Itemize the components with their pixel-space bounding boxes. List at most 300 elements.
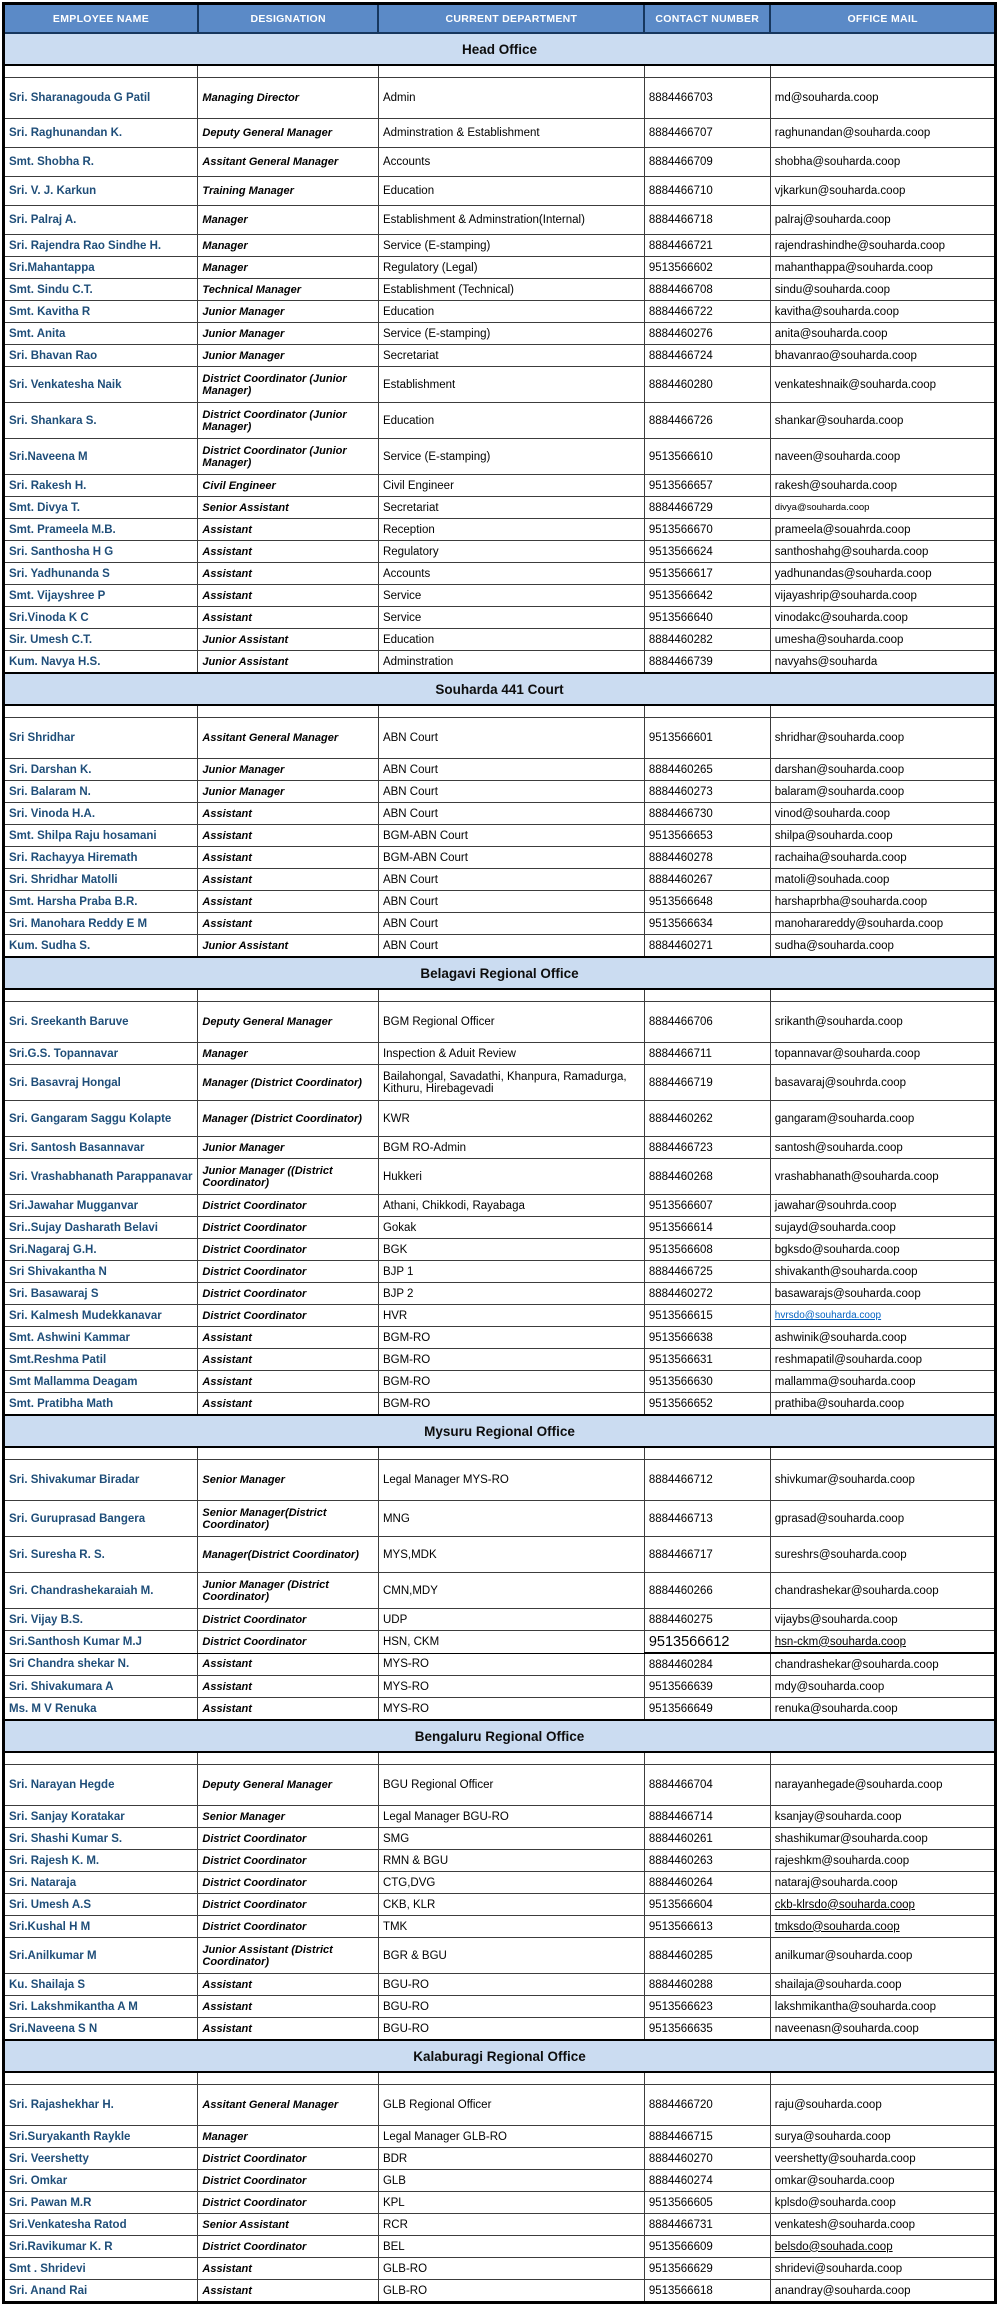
table-row (4, 913, 996, 935)
empty-cell (378, 989, 644, 1002)
department-cell: BGM-ABN Court (378, 847, 644, 869)
contact-number-cell: 8884460263 (644, 1850, 770, 1872)
designation-cell: District Coordinator (198, 2148, 379, 2170)
section-title: Kalaburagi Regional Office (4, 2040, 996, 2072)
empty-cell (4, 65, 198, 78)
employee-name-cell: Sri. Rajashekhar H. (4, 2085, 198, 2126)
contact-number-cell: 9513566614 (644, 1217, 770, 1239)
department-cell: ABN Court (378, 803, 644, 825)
department-cell: Regulatory (378, 541, 644, 563)
employee-name-cell: Sri. Santosh Basannavar (4, 1137, 198, 1159)
office-mail-cell: palraj@souharda.coop (770, 206, 995, 235)
office-mail-cell: umesha@souharda.coop (770, 629, 995, 651)
table-row (4, 367, 996, 403)
designation-cell: District Coordinator (198, 1894, 379, 1916)
contact-number-cell: 9513566638 (644, 1327, 770, 1349)
office-mail-cell: balaram@souharda.coop (770, 781, 995, 803)
employee-name-cell: Sri.Nagaraj G.H. (4, 1239, 198, 1261)
office-mail-cell: md@souharda.coop (770, 78, 995, 119)
empty-cell (644, 1752, 770, 1765)
department-cell: Adminstration (378, 651, 644, 674)
department-cell: BGU Regional Officer (378, 1765, 644, 1806)
employee-name-cell: Sri. Darshan K. (4, 759, 198, 781)
empty-cell (198, 1447, 379, 1460)
employee-name-cell: Ms. M V Renuka (4, 1698, 198, 1721)
table-row (4, 519, 996, 541)
department-cell: ABN Court (378, 759, 644, 781)
employee-name-cell: Sri.Mahantappa (4, 257, 198, 279)
office-mail-cell: harshaprbha@souharda.coop (770, 891, 995, 913)
department-cell: Education (378, 403, 644, 439)
section-title: Belagavi Regional Office (4, 957, 996, 989)
contact-number-cell: 9513566623 (644, 1996, 770, 2018)
employee-name-cell: Sri. Anand Rai (4, 2280, 198, 2303)
table-row (4, 1916, 996, 1938)
employee-name-cell: Sri. Yadhunanda S (4, 563, 198, 585)
contact-number-cell: 9513566670 (644, 519, 770, 541)
office-mail-cell: nataraj@souharda.coop (770, 1872, 995, 1894)
office-mail-cell: santosh@souharda.coop (770, 1137, 995, 1159)
table-row (4, 1002, 996, 1043)
contact-number-cell: 8884460270 (644, 2148, 770, 2170)
employee-name-cell: Sri. Rakesh H. (4, 475, 198, 497)
department-cell: Service (E-stamping) (378, 235, 644, 257)
employee-name-cell: Sri. Basavraj Hongal (4, 1065, 198, 1101)
table-row (4, 78, 996, 119)
table-row (4, 1349, 996, 1371)
spacer-row (4, 705, 996, 718)
contact-number-cell: 9513566635 (644, 2018, 770, 2041)
table-row (4, 2018, 996, 2041)
office-mail-cell: shivkumar@souharda.coop (770, 1460, 995, 1501)
designation-cell: Assistant (198, 913, 379, 935)
department-cell: Legal Manager GLB-RO (378, 2126, 644, 2148)
table-row (4, 206, 996, 235)
office-mail-cell: mahanthappa@souharda.coop (770, 257, 995, 279)
contact-number-cell: 9513566609 (644, 2236, 770, 2258)
employee-name-cell: Sri. V. J. Karkun (4, 177, 198, 206)
employee-table-body (4, 33, 996, 2303)
table-row (4, 781, 996, 803)
office-mail-cell: rajendrashindhe@souharda.coop (770, 235, 995, 257)
contact-number-cell: 8884460285 (644, 1938, 770, 1974)
office-mail-cell: veershetty@souharda.coop (770, 2148, 995, 2170)
empty-cell (198, 65, 379, 78)
contact-number-cell: 9513566610 (644, 439, 770, 475)
contact-number-cell: 9513566607 (644, 1195, 770, 1217)
department-cell: GLB (378, 2170, 644, 2192)
employee-name-cell: Smt.Reshma Patil (4, 1349, 198, 1371)
department-cell: TMK (378, 1916, 644, 1938)
designation-cell: District Coordinator (198, 2236, 379, 2258)
contact-number-cell: 8884460284 (644, 1653, 770, 1676)
office-mail-cell: prathiba@souharda.coop (770, 1393, 995, 1416)
employee-name-cell: Sri Shridhar (4, 718, 198, 759)
contact-number-cell: 9513566649 (644, 1698, 770, 1721)
employee-name-cell: Sri. Balaram N. (4, 781, 198, 803)
empty-cell (644, 705, 770, 718)
employee-name-cell: Sri. Narayan Hegde (4, 1765, 198, 1806)
office-mail-cell: yadhunandas@souharda.coop (770, 563, 995, 585)
office-mail-cell: jawahar@souhrda.coop (770, 1195, 995, 1217)
designation-cell: Assistant (198, 891, 379, 913)
office-mail-cell: manoharareddy@souharda.coop (770, 913, 995, 935)
department-cell: Accounts (378, 148, 644, 177)
employee-name-cell: Sri. Vijay B.S. (4, 1609, 198, 1631)
office-mail-cell: bgksdo@souharda.coop (770, 1239, 995, 1261)
designation-cell: District Coordinator (198, 1631, 379, 1654)
office-mail-cell: lakshmikantha@souharda.coop (770, 1996, 995, 2018)
department-cell: BGM-ABN Court (378, 825, 644, 847)
designation-cell: District Coordinator (198, 1305, 379, 1327)
employee-name-cell: Sri. Shankara S. (4, 403, 198, 439)
employee-name-cell: Sri. Sreekanth Baruve (4, 1002, 198, 1043)
employee-name-cell: Sri.Jawahar Mugganvar (4, 1195, 198, 1217)
office-mail-cell: anita@souharda.coop (770, 323, 995, 345)
table-row (4, 403, 996, 439)
employee-name-cell: Sri Chandra shekar N. (4, 1653, 198, 1676)
table-row (4, 1137, 996, 1159)
empty-cell (644, 1447, 770, 1460)
office-mail-cell: sureshrs@souharda.coop (770, 1537, 995, 1573)
spacer-row (4, 989, 996, 1002)
contact-number-cell: 8884466719 (644, 1065, 770, 1101)
contact-number-cell: 8884460271 (644, 935, 770, 958)
empty-cell (378, 1447, 644, 1460)
column-header-contact-number: CONTACT NUMBER (644, 4, 770, 34)
employee-name-cell: Sri. Shashi Kumar S. (4, 1828, 198, 1850)
employee-directory-table (2, 2, 997, 2304)
department-cell: BJP 1 (378, 1261, 644, 1283)
designation-cell: District Coordinator (198, 1239, 379, 1261)
department-cell: BGU-RO (378, 1996, 644, 2018)
department-cell: GLB-RO (378, 2280, 644, 2303)
office-mail-cell: vjkarkun@souharda.coop (770, 177, 995, 206)
department-cell: ABN Court (378, 781, 644, 803)
department-cell: BGK (378, 1239, 644, 1261)
office-mail-cell[interactable]: hvrsdo@souharda.coop (770, 1305, 995, 1327)
office-mail-cell: venkateshnaik@souharda.coop (770, 367, 995, 403)
designation-cell: Junior Assistant (198, 935, 379, 958)
table-row (4, 439, 996, 475)
office-mail-cell: chandrashekar@souharda.coop (770, 1653, 995, 1676)
office-mail-cell: raghunandan@souharda.coop (770, 119, 995, 148)
contact-number-cell: 8884466714 (644, 1806, 770, 1828)
designation-cell: Senior Assistant (198, 2214, 379, 2236)
department-cell: KWR (378, 1101, 644, 1137)
employee-name-cell: Sri. Pawan M.R (4, 2192, 198, 2214)
office-mail-cell: vinodakc@souharda.coop (770, 607, 995, 629)
department-cell: RMN & BGU (378, 1850, 644, 1872)
table-row (4, 1653, 996, 1676)
contact-number-cell: 8884466731 (644, 2214, 770, 2236)
office-mail-cell: prameela@souahrda.coop (770, 519, 995, 541)
designation-cell: District Coordinator (198, 1850, 379, 1872)
designation-cell: Deputy General Manager (198, 1002, 379, 1043)
department-cell: Bailahongal, Savadathi, Khanpura, Ramadurga, Kithuru, Hirebagevadi (378, 1065, 644, 1101)
designation-cell: District Coordinator (198, 1916, 379, 1938)
office-mail-cell: divya@souharda.coop (770, 497, 995, 519)
department-cell: GLB-RO (378, 2258, 644, 2280)
designation-cell: Assistant (198, 563, 379, 585)
table-row (4, 1217, 996, 1239)
section-header-row (4, 2040, 996, 2072)
designation-cell: District Coordinator (198, 2170, 379, 2192)
contact-number-cell: 9513566631 (644, 1349, 770, 1371)
employee-name-cell: Sri. Venkatesha Naik (4, 367, 198, 403)
contact-number-cell: 9513566652 (644, 1393, 770, 1416)
employee-name-cell: Sri. Omkar (4, 2170, 198, 2192)
department-cell: Reception (378, 519, 644, 541)
empty-cell (378, 1752, 644, 1765)
section-header-row (4, 673, 996, 705)
designation-cell: Senior Assistant (198, 497, 379, 519)
employee-name-cell: Smt. Shobha R. (4, 148, 198, 177)
contact-number-cell: 8884466729 (644, 497, 770, 519)
designation-cell: Assistant (198, 2258, 379, 2280)
employee-name-cell: Sri..Sujay Dasharath Belavi (4, 1217, 198, 1239)
table-row (4, 279, 996, 301)
contact-number-cell: 8884466718 (644, 206, 770, 235)
employee-name-cell: Sri. Nataraja (4, 1872, 198, 1894)
spacer-row (4, 1447, 996, 1460)
designation-cell: Assistant (198, 825, 379, 847)
table-row (4, 718, 996, 759)
section-header-row (4, 1720, 996, 1752)
department-cell: ABN Court (378, 935, 644, 958)
designation-cell: Junior Manager (198, 1137, 379, 1159)
contact-number-cell: 9513566639 (644, 1676, 770, 1698)
employee-name-cell: Sri. Rachayya Hiremath (4, 847, 198, 869)
employee-name-cell: Sri. Santhosha H G (4, 541, 198, 563)
designation-cell: Assistant (198, 803, 379, 825)
contact-number-cell: 8884460276 (644, 323, 770, 345)
empty-cell (770, 65, 995, 78)
contact-number-cell: 8884466704 (644, 1765, 770, 1806)
employee-name-cell: Smt. Kavitha R (4, 301, 198, 323)
office-mail-cell: rachaiha@souharda.coop (770, 847, 995, 869)
designation-cell: Assistant (198, 1371, 379, 1393)
office-mail-cell[interactable]: ckb-klrsdo@souharda.coop (770, 1894, 995, 1916)
table-row (4, 541, 996, 563)
empty-cell (378, 705, 644, 718)
empty-cell (644, 2072, 770, 2085)
department-cell: ABN Court (378, 869, 644, 891)
designation-cell: Manager (198, 235, 379, 257)
department-cell: BGM Regional Officer (378, 1002, 644, 1043)
designation-cell: Managing Director (198, 78, 379, 119)
department-cell: Service (E-stamping) (378, 323, 644, 345)
department-cell: CKB, KLR (378, 1894, 644, 1916)
office-mail-cell: sujayd@souharda.coop (770, 1217, 995, 1239)
table-row (4, 345, 996, 367)
contact-number-cell: 8884460272 (644, 1283, 770, 1305)
empty-cell (770, 1447, 995, 1460)
designation-cell: District Coordinator (198, 1283, 379, 1305)
table-row (4, 1850, 996, 1872)
empty-cell (770, 1752, 995, 1765)
office-mail-cell: kavitha@souharda.coop (770, 301, 995, 323)
table-row (4, 1261, 996, 1283)
table-row (4, 2236, 996, 2258)
table-row (4, 651, 996, 674)
empty-cell (770, 705, 995, 718)
empty-cell (198, 989, 379, 1002)
table-row (4, 847, 996, 869)
table-row (4, 1393, 996, 1416)
department-cell: BGM-RO (378, 1327, 644, 1349)
designation-cell: Assistant (198, 1676, 379, 1698)
empty-cell (644, 65, 770, 78)
employee-name-cell: Sri. Sharanagouda G Patil (4, 78, 198, 119)
department-cell: BGM-RO (378, 1371, 644, 1393)
employee-name-cell: Sri. Kalmesh Mudekkanavar (4, 1305, 198, 1327)
contact-number-cell: 8884466712 (644, 1460, 770, 1501)
designation-cell: Assistant (198, 1974, 379, 1996)
employee-name-cell: Sri.Santhosh Kumar M.J (4, 1631, 198, 1654)
employee-name-cell: Sri. Rajendra Rao Sindhe H. (4, 235, 198, 257)
department-cell: Education (378, 629, 644, 651)
contact-number-cell: 9513566624 (644, 541, 770, 563)
office-mail-cell[interactable]: belsdo@souhada.coop (770, 2236, 995, 2258)
employee-name-cell: Smt. Ashwini Kammar (4, 1327, 198, 1349)
employee-name-cell: Smt. Prameela M.B. (4, 519, 198, 541)
department-cell: HSN, CKM (378, 1631, 644, 1654)
designation-cell: Assistant (198, 847, 379, 869)
office-mail-cell: basavaraj@souhrda.coop (770, 1065, 995, 1101)
designation-cell: Deputy General Manager (198, 1765, 379, 1806)
employee-name-cell: Sri. Chandrashekaraiah M. (4, 1573, 198, 1609)
designation-cell: Manager (198, 2126, 379, 2148)
department-cell: BDR (378, 2148, 644, 2170)
contact-number-cell: 8884460264 (644, 1872, 770, 1894)
department-cell: Service (E-stamping) (378, 439, 644, 475)
office-mail-cell: kplsdo@souharda.coop (770, 2192, 995, 2214)
department-cell: ABN Court (378, 718, 644, 759)
employee-name-cell: Sri. Shridhar Matolli (4, 869, 198, 891)
table-row (4, 323, 996, 345)
office-mail-cell: sindu@souharda.coop (770, 279, 995, 301)
contact-number-cell: 9513566604 (644, 1894, 770, 1916)
employee-name-cell: Sri. Veershetty (4, 2148, 198, 2170)
contact-number-cell: 8884466739 (644, 651, 770, 674)
employee-name-cell: Smt. Harsha Praba B.R. (4, 891, 198, 913)
section-title: Mysuru Regional Office (4, 1415, 996, 1447)
contact-number-cell: 9513566612 (644, 1631, 770, 1654)
department-cell: BGU-RO (378, 1974, 644, 1996)
office-mail-cell[interactable]: tmksdo@souharda.coop (770, 1916, 995, 1938)
designation-cell: Manager (198, 1043, 379, 1065)
department-cell: ABN Court (378, 891, 644, 913)
designation-cell: Assistant (198, 1653, 379, 1676)
table-row (4, 1159, 996, 1195)
employee-name-cell: Sri. Palraj A. (4, 206, 198, 235)
table-row (4, 607, 996, 629)
contact-number-cell: 8884460267 (644, 869, 770, 891)
contact-number-cell: 9513566613 (644, 1916, 770, 1938)
employee-name-cell: Sri.Naveena S N (4, 2018, 198, 2041)
table-row (4, 935, 996, 958)
designation-cell: Assistant (198, 2018, 379, 2041)
table-row (4, 1938, 996, 1974)
contact-number-cell: 9513566634 (644, 913, 770, 935)
employee-name-cell: Smt Mallamma Deagam (4, 1371, 198, 1393)
office-mail-cell: basawarajs@souharda.coop (770, 1283, 995, 1305)
employee-name-cell: Sri.Suryakanth Raykle (4, 2126, 198, 2148)
office-mail-cell: topannavar@souharda.coop (770, 1043, 995, 1065)
department-cell: BGU-RO (378, 2018, 644, 2041)
table-row (4, 1305, 996, 1327)
contact-number-cell: 8884466724 (644, 345, 770, 367)
contact-number-cell: 8884466725 (644, 1261, 770, 1283)
department-cell: RCR (378, 2214, 644, 2236)
department-cell: Education (378, 301, 644, 323)
office-mail-cell: srikanth@souharda.coop (770, 1002, 995, 1043)
designation-cell: Manager (198, 257, 379, 279)
employee-name-cell: Sri. Raghunandan K. (4, 119, 198, 148)
empty-cell (378, 2072, 644, 2085)
section-header-row (4, 957, 996, 989)
designation-cell: Assistant (198, 1349, 379, 1371)
department-cell: Establishment (Technical) (378, 279, 644, 301)
office-mail-cell: shashikumar@souharda.coop (770, 1828, 995, 1850)
table-row (4, 2170, 996, 2192)
employee-name-cell: Sri. Suresha R. S. (4, 1537, 198, 1573)
office-mail-cell: mdy@souharda.coop (770, 1676, 995, 1698)
employee-name-cell: Sri.G.S. Topannavar (4, 1043, 198, 1065)
department-cell: Service (378, 607, 644, 629)
employee-name-cell: Ku. Shailaja S (4, 1974, 198, 1996)
contact-number-cell: 9513566602 (644, 257, 770, 279)
designation-cell: District Coordinator (198, 1828, 379, 1850)
contact-number-cell: 8884466723 (644, 1137, 770, 1159)
table-row (4, 1043, 996, 1065)
office-mail-cell: naveenasn@souharda.coop (770, 2018, 995, 2041)
office-mail-cell: anilkumar@souharda.coop (770, 1938, 995, 1974)
department-cell: Accounts (378, 563, 644, 585)
table-row (4, 891, 996, 913)
contact-number-cell: 8884466703 (644, 78, 770, 119)
designation-cell: Assistant (198, 607, 379, 629)
department-cell: MYS-RO (378, 1698, 644, 1721)
contact-number-cell: 8884466710 (644, 177, 770, 206)
contact-number-cell: 8884466721 (644, 235, 770, 257)
table-row (4, 177, 996, 206)
table-row (4, 148, 996, 177)
department-cell: MYS,MDK (378, 1537, 644, 1573)
empty-cell (770, 2072, 995, 2085)
contact-number-cell: 8884460262 (644, 1101, 770, 1137)
section-title: Souharda 441 Court (4, 673, 996, 705)
contact-number-cell: 9513566629 (644, 2258, 770, 2280)
office-mail-cell[interactable]: hsn-ckm@souharda.coop (770, 1631, 995, 1654)
department-cell: Secretariat (378, 497, 644, 519)
column-header-employee-name: EMPLOYEE NAME (4, 4, 198, 34)
employee-name-cell: Sri. Bhavan Rao (4, 345, 198, 367)
contact-number-cell: 8884466730 (644, 803, 770, 825)
department-cell: Civil Engineer (378, 475, 644, 497)
empty-cell (644, 989, 770, 1002)
designation-cell: Training Manager (198, 177, 379, 206)
office-mail-cell: omkar@souharda.coop (770, 2170, 995, 2192)
designation-cell: District Coordinator (198, 1195, 379, 1217)
office-mail-cell: vijaybs@souharda.coop (770, 1609, 995, 1631)
empty-cell (4, 1447, 198, 1460)
designation-cell: District Coordinator (Junior Manager) (198, 439, 379, 475)
office-mail-cell: bhavanrao@souharda.coop (770, 345, 995, 367)
contact-number-cell: 8884466707 (644, 119, 770, 148)
office-mail-cell: mallamma@souharda.coop (770, 1371, 995, 1393)
